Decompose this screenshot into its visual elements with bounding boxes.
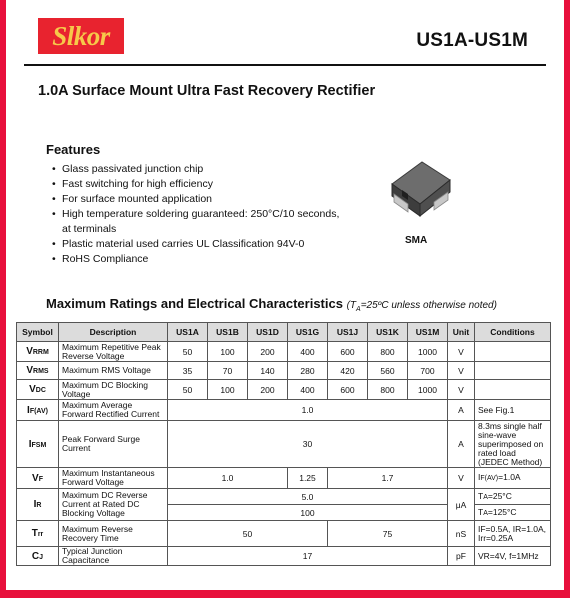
col-header: US1B [208,323,248,342]
table-row [17,468,551,489]
header-divider [24,64,546,66]
ratings-heading [46,296,497,313]
value-cell: 600 [328,342,368,362]
value-cell: 1.0 [168,468,288,489]
package-label: SMA [405,235,428,246]
symbol-cell: CJ [17,547,59,566]
value-cell: 420 [328,362,368,380]
feature-item: • For surface mounted application [52,192,339,207]
conditions-cell: 8.3ms single half sine-wave superimposed on rated load (JEDEC Method) [475,421,551,468]
value-cell: 1.25 [288,468,328,489]
value-cell: 100 [208,342,248,362]
value-cell: 17 [168,547,448,566]
ratings-heading-text: Maximum Ratings and Electrical Characteristics [46,296,343,311]
conditions-cell: VR=4V, f=1MHz [475,547,551,566]
col-header: US1D [248,323,288,342]
value-cell: 200 [248,342,288,362]
description-cell: Maximum RMS Voltage [59,362,168,380]
feature-item-continuation: at terminals [62,223,117,235]
symbol-cell: VDC [17,380,59,400]
feature-item: • Glass passivated junction chip [52,162,339,177]
unit-cell: A [448,400,475,421]
value-cell: 30 [168,421,448,468]
value-cell: 200 [248,380,288,400]
table-row [17,421,551,468]
conditions-cell: See Fig.1 [475,400,551,421]
col-header: Description [59,323,168,342]
symbol-cell: VRRM [17,342,59,362]
table-row [17,400,551,421]
value-cell: 100 [168,505,448,521]
col-header: US1K [368,323,408,342]
document-title: 1.0A Surface Mount Ultra Fast Recovery Rectifier [38,83,376,99]
value-cell: 1000 [408,380,448,400]
table-row [17,489,551,505]
col-header: Conditions [475,323,551,342]
feature-item: • Plastic material used carries UL Classification 94V-0 [52,237,339,252]
description-cell: Maximum Average Forward Rectified Current [59,400,168,421]
symbol-cell: Trr [17,521,59,547]
table-header-row [17,323,551,342]
conditions-cell [475,342,551,362]
value-cell: 70 [208,362,248,380]
table-row [17,342,551,362]
col-header: US1M [408,323,448,342]
value-cell: 400 [288,342,328,362]
value-cell: 400 [288,380,328,400]
value-cell: 140 [248,362,288,380]
unit-cell: V [448,362,475,380]
unit-cell: pF [448,547,475,566]
unit-cell: nS [448,521,475,547]
value-cell: 560 [368,362,408,380]
feature-item: • High temperature soldering guaranteed: 250°C/10 seconds, [52,207,339,222]
col-header: Symbol [17,323,59,342]
ratings-note: ($T_A=25ºC$ unless otherwise noted) [346,300,497,313]
conditions-cell: IF=0.5A, IR=1.0A, Irr=0.25A [475,521,551,547]
unit-cell: V [448,380,475,400]
table-row [17,362,551,380]
description-cell: Maximum Reverse Recovery Time [59,521,168,547]
symbol-cell: VRMS [17,362,59,380]
description-cell: Maximum Repetitive Peak Reverse Voltage [59,342,168,362]
sma-package-image [384,154,454,226]
value-cell: 75 [328,521,448,547]
value-cell: 280 [288,362,328,380]
unit-cell: V [448,342,475,362]
features-heading: Features [46,142,101,157]
unit-cell: A [448,421,475,468]
value-cell: 700 [408,362,448,380]
description-cell: Peak Forward Surge Current [59,421,168,468]
value-cell: 5.0 [168,489,448,505]
table-row [17,547,551,566]
table-row [17,380,551,400]
value-cell: 1.0 [168,400,448,421]
value-cell: 50 [168,521,328,547]
description-cell: Maximum Instantaneous Forward Voltage [59,468,168,489]
unit-cell: V [448,468,475,489]
value-cell: 800 [368,380,408,400]
col-header: US1G [288,323,328,342]
unit-cell: μA [448,489,475,521]
symbol-cell: VF [17,468,59,489]
conditions-cell [475,362,551,380]
value-cell: 1.7 [328,468,448,489]
ratings-table [16,322,551,566]
value-cell: 50 [168,342,208,362]
symbol-cell: IR [17,489,59,521]
description-cell: Maximum DC Reverse Current at Rated DC Blocking Voltage [59,489,168,521]
conditions-cell: IF(AV)=1.0A [475,468,551,489]
description-cell: Typical Junction Capacitance [59,547,168,566]
symbol-cell: IF(AV) [17,400,59,421]
description-cell: Maximum DC Blocking Voltage [59,380,168,400]
brand-logo: Slkor [38,18,124,54]
conditions-cell [475,380,551,400]
value-cell: 50 [168,380,208,400]
conditions-cell: TA=25°C [475,489,551,505]
symbol-cell: IFSM [17,421,59,468]
col-header: Unit [448,323,475,342]
feature-item: • RoHS Compliance [52,252,339,267]
col-header: US1J [328,323,368,342]
feature-item: • Fast switching for high efficiency [52,177,339,192]
value-cell: 1000 [408,342,448,362]
col-header: US1A [168,323,208,342]
value-cell: 600 [328,380,368,400]
value-cell: 100 [208,380,248,400]
value-cell: 35 [168,362,208,380]
features-list [52,162,339,267]
conditions-cell: TA=125°C [475,505,551,521]
value-cell: 800 [368,342,408,362]
table-row [17,521,551,547]
part-number: US1A-US1M [416,30,528,51]
